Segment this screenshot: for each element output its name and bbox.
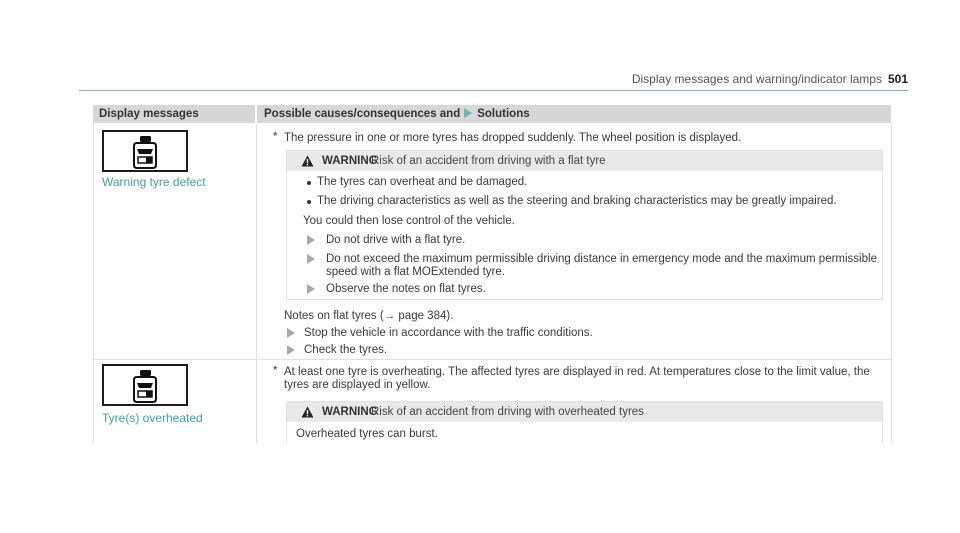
warning-header (287, 402, 882, 422)
row-divider (93, 359, 892, 360)
action-arrow-icon (307, 254, 315, 264)
cause-text-continued: tyres are displayed in yellow. (284, 379, 431, 391)
bullet-icon (307, 181, 311, 185)
running-header (632, 72, 908, 86)
action-item: Do not drive with a flat tyre. (326, 234, 466, 246)
warning-title: WARNING (322, 406, 378, 418)
warning-box (286, 150, 883, 300)
step-arrow-icon (287, 328, 295, 338)
action-arrow-icon (307, 235, 315, 245)
list-item: The tyres can overheat and be damaged. (317, 176, 528, 188)
cause-text: At least one tyre is overheating. The affected tyres are displayed in red. At temperatures close to the limit value, the (284, 366, 870, 378)
warning-text: Overheated tyres can burst. (296, 428, 438, 440)
arrow-right-icon (464, 108, 472, 118)
step-arrow-icon (287, 345, 295, 355)
column-header-label-solutions: Solutions (477, 108, 530, 120)
table-left-border (93, 123, 94, 443)
tyre-overheated-display-icon (102, 364, 188, 406)
list-item: The driving characteristics as well as the steering and braking characteristics may be greatly impaired. (317, 195, 837, 207)
column-header-label: Display messages (99, 108, 199, 120)
display-message-label: Tyre(s) overheated (102, 411, 203, 425)
action-item-continued: speed with a flat MOExtended tyre. (326, 266, 505, 278)
action-arrow-icon (307, 284, 315, 294)
column-header-causes-solutions (257, 105, 891, 123)
page-number: 501 (887, 72, 908, 86)
warning-triangle-icon (301, 155, 314, 167)
warning-header (287, 151, 882, 171)
column-divider (256, 123, 257, 443)
warning-note: You could then lose control of the vehicle. (303, 215, 515, 227)
warning-triangle-icon (301, 406, 314, 418)
action-item: Observe the notes on flat tyres. (326, 283, 486, 295)
display-message-label: Warning tyre defect (102, 175, 206, 189)
step-item: Stop the vehicle in accordance with the traffic conditions. (304, 327, 593, 339)
cross-reference-note: Notes on flat tyres (→ page 384). (284, 310, 454, 322)
table-right-border (891, 123, 892, 443)
header-title: Display messages and warning/indicator lamps (631, 72, 882, 86)
footnote-star: * (273, 131, 278, 143)
step-item: Check the tyres. (304, 344, 388, 356)
bullet-icon (307, 200, 311, 204)
tyre-pressure-display-icon (102, 130, 188, 172)
warning-box (286, 401, 883, 443)
warning-description: Risk of an accident from driving with a flat tyre (371, 155, 606, 167)
header-rule (79, 90, 908, 91)
column-header-display-messages (93, 105, 255, 123)
column-header-label: Possible causes/consequences and (264, 108, 461, 120)
footnote-star: * (273, 365, 278, 377)
action-item: Do not exceed the maximum permissible driving distance in emergency mode and the maximum permissible (326, 253, 877, 265)
cause-text: The pressure in one or more tyres has dropped suddenly. The wheel position is displayed. (284, 132, 742, 144)
warning-description: Risk of an accident from driving with overheated tyres (371, 406, 644, 418)
warning-title: WARNING (322, 155, 378, 167)
